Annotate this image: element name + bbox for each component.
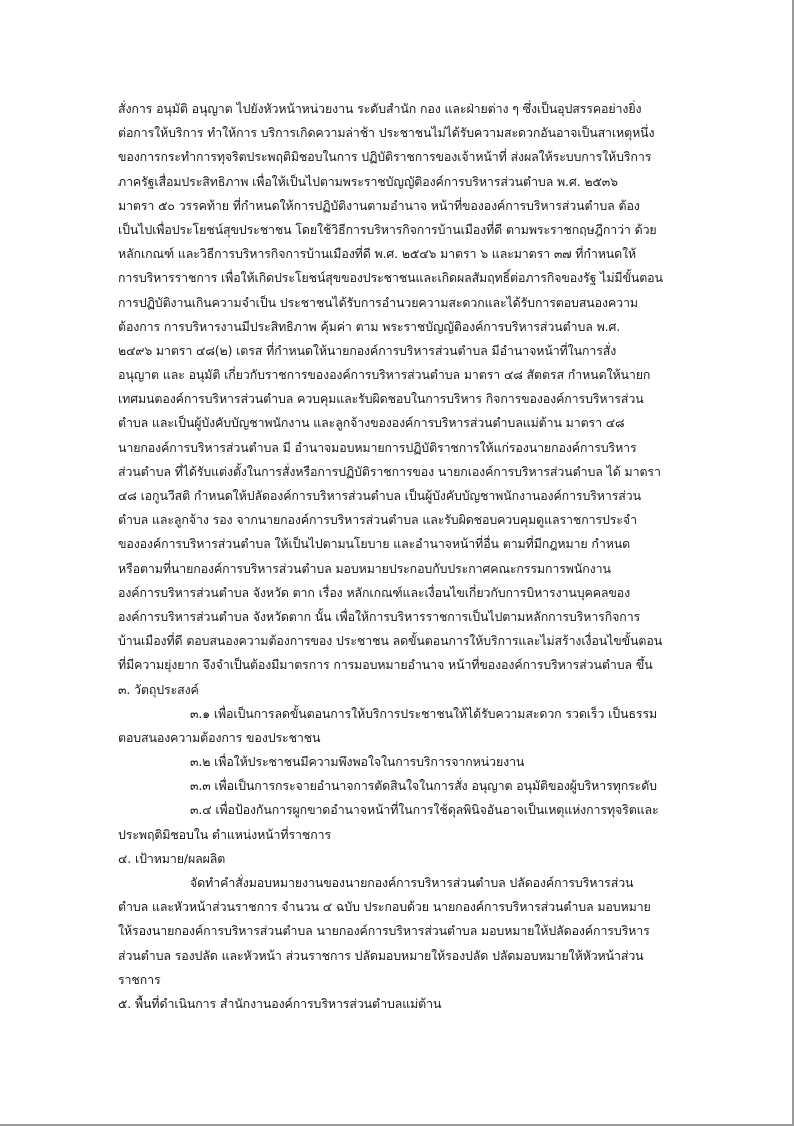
body-line: การบริหารราชการ เพื่อให้เกิดประโยชน์สุขของประชาชนและเกิดผลสัมฤทธิ์ต่อภารกิจของรัฐ ไม่มีขั้นตอน: [118, 270, 663, 286]
body-line: ตำบล และเป็นผู้บังคับบัญชาพนักงาน และลูกจ้างขององค์การบริหารส่วนตำบลแม่ต้าน มาตรา ๔๘: [118, 415, 625, 431]
objective-3-2: ๓.๒ เพื่อให้ประชาชนมีความพึงพอใจในการบริการจากหน่วยงาน: [190, 754, 525, 770]
body-line: นายกองค์การบริหารส่วนตำบล มี อำนาจมอบหมายการปฏิบัติราชการให้แก่รองนายกองค์การบริหาร: [118, 439, 637, 455]
objective-3-4: ๓.๔ เพื่อป้องกันการผูกขาดอำนาจหน้าที่ในการใช้ดุลพินิจอันอาจเป็นเหตุแห่งการทุจริตและ: [190, 802, 659, 818]
body-line: เทศมนตองค์การบริหารส่วนตำบล ควบคุมและรับผิดชอบในการบริหาร กิจการขององค์การบริหารส่วน: [118, 391, 644, 407]
target-paragraph: [118, 871, 698, 992]
target-line: ตำบล และหัวหน้าส่วนราชการ จำนวน ๔ ฉบับ ประกอบด้วย นายกองค์การบริหารส่วนตำบล มอบหมาย: [118, 899, 651, 915]
section-3-heading: ๓. วัตถุประสงค์: [118, 681, 199, 697]
target-line: ราชการ: [118, 971, 161, 987]
body-line: อนุญาต และ อนุมัติ เกี่ยวกับราชการขององค์การบริหารส่วนตำบล มาตรา ๔๘ สัตตรส กำหนดให้นายก: [118, 367, 651, 383]
section-2-body: [118, 97, 698, 678]
body-line: หรือตามที่นายกองค์การบริหารส่วนตำบล มอบหมายประกอบกับประกาศคณะกรรมการพนักงาน: [118, 560, 611, 576]
body-line: สั่งการ อนุมัติ อนุญาต ไปยังหัวหน้าหน่วยงาน ระดับสำนัก กอง และฝ่ายต่าง ๆ ซึ่งเป็นอุปสรรคอย่างยิ่ง: [118, 101, 642, 116]
target-line: จัดทำคำสั่งมอบหมายงานของนายกองค์การบริหารส่วนตำบล ปลัดองค์การบริหารส่วน: [190, 875, 634, 890]
body-line: การปฏิบัติงานเกินความจำเป็น ประชาชนได้รับการอำนวยความสะดวกและได้รับการตอบสนองความ: [118, 294, 638, 310]
body-line: ตำบล และลูกจ้าง รอง จากนายกองค์การบริหารส่วนตำบล และรับผิดชอบควบคุมดูแลราชการประจำ: [118, 512, 638, 528]
body-line: ส่วนตำบล ที่ได้รับแต่งตั้งในการสั่งหรือการปฏิบัติราชการของ นายกเองค์การบริหารส่วนตำบล ได้ มาตรา: [118, 463, 661, 479]
body-line: ๒๔๙๖ มาตรา ๔๘(๒) เตรส ที่กำหนดให้นายกองค์การบริหารส่วนตำบล มีอำนาจหน้าที่ในการสั่ง: [118, 342, 617, 358]
target-line: ให้รองนายกองค์การบริหารส่วนตำบล นายกองค์การบริหารส่วนตำบล มอบหมายให้ปลัดองค์การบริหาร: [118, 923, 650, 939]
objective-3-3: ๓.๓ เพื่อเป็นการกระจายอำนาจการตัดสินใจในการสั่ง อนุญาต อนุมัติของผู้บริหารทุกระดับ: [190, 778, 657, 794]
objective-3-1: ๓.๑ เพื่อเป็นการลดขั้นตอนการให้บริการประชาชนให้ได้รับความสะดวก รวดเร็ว เป็นธรรม: [190, 705, 658, 721]
body-line: ของการกระทำการทุจริตประพฤติมิชอบในการ ปฏิบัติราชการของเจ้าหน้าที่ ส่งผลให้ระบบการให้บริการ: [118, 149, 652, 165]
body-line: หลักเกณฑ์ และวิธีการบริหารกิจการบ้านเมืองที่ดี พ.ศ. ๒๕๔๖ มาตรา ๖ และมาตรา ๓๗ ที่กำหนดให้: [118, 246, 637, 262]
body-line: ขององค์การบริหารส่วนตำบล ให้เป็นไปตามนโยบาย และอำนาจหน้าที่อื่น ตามที่มีกฎหมาย กำหนด: [118, 536, 631, 552]
body-line: ต้องการ การบริหารงานมีประสิทธิภาพ คุ้มค่า ตาม พระราชบัญญัติองค์การบริหารส่วนตำบล พ.ศ.: [118, 318, 621, 334]
section-4-heading: ๔. เป้าหมาย/ผลผลิต: [118, 850, 226, 866]
document-body: [118, 97, 698, 1016]
body-line: ที่มีความยุ่งยาก จึงจำเป็นต้องมีมาตรการ การมอบหมายอำนาจ หน้าที่ขององค์การบริหารส่วนตำบล ขึ้น: [118, 657, 653, 673]
body-line: เป็นไปเพื่อประโยชน์สุขประชาชน โดยใช้วิธีการบริหารกิจการบ้านเมืองที่ดี ตามพระราชกฤษฎีกาว่า ด้วย: [118, 221, 657, 237]
body-line: องค์การบริหารส่วนตำบล จังหวัด ตาก เรื่อง หลักเกณฑ์และเงื่อนไขเกี่ยวกับการบิหารงานบุคคลของ: [118, 584, 631, 600]
body-line: ต่อการให้บริการ ทำให้การ บริการเกิดความล่าช้า ประชาชนไม่ได้รับความสะดวกอันอาจเป็นสาเหตุหนึ่ง: [118, 125, 655, 141]
body-line: บ้านเมืองที่ดี ตอบสนองความต้องการของ ประชาชน ลดขั้นตอนการให้บริการและไม่สร้างเงื่อนไขขั้นตอน: [118, 633, 663, 649]
body-line: องค์การบริหารส่วนตำบล จังหวัดตาก นั้น เพื่อให้การบริหารราชการเป็นไปตามหลักการบริหารกิจการ: [118, 608, 641, 624]
target-line: ส่วนตำบล รองปลัด และหัวหน้า ส่วนราชการ ปลัดมอบหมายให้รองปลัด ปลัดมอบหมายให้หัวหน้าส่วน: [118, 947, 644, 963]
body-line: มาตรา ๕๐ วรรคท้าย ที่กำหนดให้การปฏิบัติงานตามอำนาจ หน้าที่ขององค์การบริหารส่วนตำบล ต้อง: [118, 197, 640, 213]
body-line: ภาครัฐเสื่อมประสิทธิภาพ เพื่อให้เป็นไปตามพระราชบัญญัติองค์การบริหารส่วนตำบล พ.ศ. ๒๕๓๖: [118, 173, 618, 189]
objectives-list: [118, 702, 698, 847]
objective-3-4-continued: ประพฤติมิชอบใน ตำแหน่งหน้าที่ราชการ: [118, 826, 332, 842]
body-line: ๔๘ เอกูนวีสติ กำหนดให้ปลัดองค์การบริหารส่วนตำบล เป็นผู้บังคับบัญชาพนักงานองค์การบริหารส่วน: [118, 488, 641, 503]
objective-3-1-continued: ตอบสนองความต้องการ ของประชาชน: [118, 729, 321, 745]
section-5-heading: ๕. พื้นที่ดำเนินการ สำนักงานองค์การบริหารส่วนตำบลแม่ต้าน: [118, 995, 442, 1011]
